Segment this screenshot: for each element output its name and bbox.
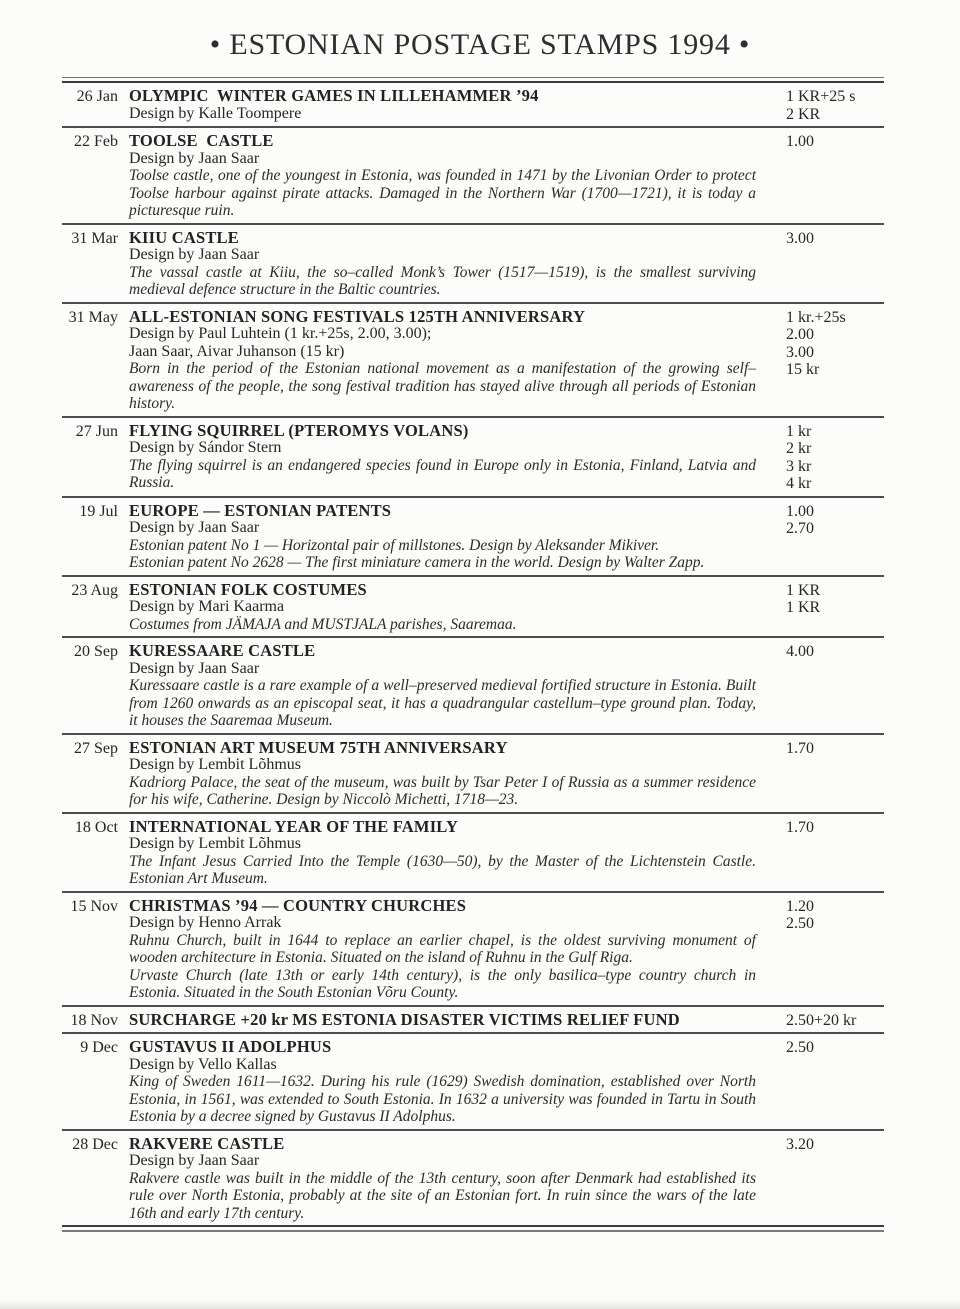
denomination-value: 15 kr bbox=[786, 361, 820, 378]
stamp-entry bbox=[62, 83, 884, 128]
denomination-value: 3.00 bbox=[786, 229, 814, 247]
denomination-value: 2 kr bbox=[786, 440, 812, 457]
description-paragraph: Kadriorg Palace, the seat of the museum, was built by Tsar Peter I of Russia as a summer residence for his wife, Catherine. Design by Niccolò Michetti, 1718—23. bbox=[129, 773, 756, 808]
stamp-entry bbox=[62, 1007, 884, 1035]
description-paragraph: Rakvere castle was built in the middle of the 13th century, soon after Denmark had established its rule over North Estonia, probably at the site of an Estonian fort. In ruin since the wars of the late 16th and early 17th century. bbox=[129, 1169, 756, 1222]
entry-main bbox=[118, 1038, 786, 1126]
issue-date: 22 Feb bbox=[74, 133, 118, 150]
stamp-title: INTERNATIONAL YEAR OF THE FAMILY bbox=[129, 816, 459, 836]
stamp-entry bbox=[62, 1034, 884, 1131]
stamp-entry bbox=[62, 418, 884, 498]
stamp-entry bbox=[62, 735, 884, 814]
denomination-value: 4 kr bbox=[786, 475, 812, 492]
entry-main bbox=[118, 502, 786, 572]
designer-line: Design by Kalle Toompere bbox=[129, 104, 302, 122]
denominations bbox=[786, 897, 884, 933]
denomination-value: 1.00 bbox=[786, 502, 814, 520]
description-paragraph: Estonian patent No 1 — Horizontal pair of millstones. Design by Aleksander Mikiver. bbox=[129, 536, 660, 554]
denomination-value: 2.50+20 kr bbox=[786, 1011, 857, 1029]
page-title: • ESTONIAN POSTAGE STAMPS 1994 • bbox=[209, 28, 751, 61]
designer-line: Design by Vello Kallas bbox=[129, 1055, 277, 1073]
denomination-value: 2.70 bbox=[786, 520, 814, 537]
description-paragraph: King of Sweden 1611—1632. During his rule (1629) Swedish domination, established over North Estonia, in 1561, was extended to South Estonia. In 1632 a university was founded in Tartu in South Estonia by a decree signed by Gustavus II Adolphus. bbox=[129, 1073, 756, 1125]
bottom-divider bbox=[62, 1225, 884, 1232]
description-paragraph: Estonian patent No 2628 — The first miniature camera in the world. Design by Walter Zapp. bbox=[129, 554, 705, 571]
stamp-title: OLYMPIC WINTER GAMES IN LILLEHAMMER ’94 bbox=[129, 86, 539, 105]
description-paragraph: The flying squirrel is an endangered species found in Europe only in Estonia, Finland, Latvia and Russia. bbox=[129, 456, 756, 491]
denomination-value: 1.20 bbox=[786, 897, 814, 915]
denomination-value: 1.70 bbox=[786, 818, 814, 836]
entry-main bbox=[118, 642, 786, 730]
denomination-value: 2.00 bbox=[786, 326, 814, 343]
designer-line: Design by Jaan Saar bbox=[129, 149, 260, 167]
issue-date: 27 Jun bbox=[75, 422, 118, 440]
stamp-title: SURCHARGE +20 kr MS ESTONIA DISASTER VICTIMS RELIEF FUND bbox=[129, 1009, 680, 1029]
entry-main bbox=[118, 132, 786, 220]
issue-date: 28 Dec bbox=[72, 1135, 118, 1153]
denomination-value: 1 KR+25 s bbox=[786, 88, 856, 105]
stamp-entry bbox=[62, 638, 884, 735]
stamp-title: EUROPE — ESTONIAN PATENTS bbox=[129, 500, 392, 520]
stamp-title: TOOLSE CASTLE bbox=[129, 131, 274, 150]
description-paragraph: Ruhnu Church, built in 1644 to replace an earlier chapel, is the oldest surviving monument of wooden architecture in Estonia. Situated on the island of Ruhnu in the Gulf Riga. bbox=[129, 931, 756, 966]
designer-line: Design by Paul Luhtein (1 kr.+25s, 2.00, 3.00); bbox=[129, 325, 432, 342]
entry-main bbox=[118, 581, 786, 634]
stamp-entry bbox=[62, 814, 884, 893]
designer-line: Design by Jaan Saar bbox=[129, 246, 260, 263]
denomination-value: 1 KR bbox=[786, 581, 821, 599]
description-paragraph: Toolse castle, one of the youngest in Estonia, was founded in 1471 by the Livonian Order to protect Toolse harbour against pirate attacks. Damaged in the Northern War (1700—1721), it is today a picturesque ruin. bbox=[129, 167, 756, 219]
designer-line: Jaan Saar, Aivar Juhanson (15 kr) bbox=[129, 342, 345, 360]
issue-date: 31 Mar bbox=[71, 229, 118, 247]
description-paragraph: The vassal castle at Kiiu, the so–called Monk’s Tower (1517—1519), is the smallest surviving medieval defence structure in the Baltic countries. bbox=[129, 263, 756, 298]
stamp-entry bbox=[62, 893, 884, 1007]
denomination-value: 2 KR bbox=[786, 105, 821, 123]
denomination-value: 1 kr bbox=[786, 422, 812, 440]
issue-date: 23 Aug bbox=[71, 581, 118, 599]
designer-line: Design by Sándor Stern bbox=[129, 439, 282, 456]
entry-main bbox=[118, 897, 786, 1002]
issue-date: 20 Sep bbox=[74, 643, 118, 660]
designer-line: Design by Mari Kaarma bbox=[129, 598, 285, 615]
description-paragraph: The Infant Jesus Carried Into the Temple (1630—50), by the Master of the Lichtenstein Castle. Estonian Art Museum. bbox=[129, 852, 756, 887]
issue-date: 18 Oct bbox=[74, 818, 118, 836]
stamp-entry bbox=[62, 225, 884, 304]
entry-main bbox=[118, 1135, 786, 1223]
entry-main bbox=[118, 1011, 786, 1029]
designer-line: Design by Jaan Saar bbox=[129, 659, 260, 677]
issue-date: 31 May bbox=[68, 308, 118, 326]
denomination-value: 1 kr.+25s bbox=[786, 308, 846, 326]
stamp-title: GUSTAVUS II ADOLPHUS bbox=[129, 1037, 332, 1056]
description-paragraph: Born in the period of the Estonian national movement as a manifestation of the growing self–awareness of the people, the song festival tradition has stayed alive through all periods of Estonian history. bbox=[129, 360, 756, 412]
denominations bbox=[786, 642, 884, 661]
designer-line: Design by Henno Arrak bbox=[129, 914, 282, 931]
denominations bbox=[786, 132, 884, 151]
denominations bbox=[786, 229, 884, 248]
stamp-title: CHRISTMAS ’94 — COUNTRY CHURCHES bbox=[129, 895, 467, 915]
stamp-entry bbox=[62, 577, 884, 639]
stamp-title: ALL-ESTONIAN SONG FESTIVALS 125TH ANNIVERSARY bbox=[129, 306, 586, 326]
stamp-entry bbox=[62, 1131, 884, 1226]
denomination-value: 1.00 bbox=[786, 133, 814, 150]
designer-line: Design by Lembit Lõhmus bbox=[129, 756, 301, 773]
denomination-value: 4.00 bbox=[786, 643, 814, 660]
issue-date: 27 Sep bbox=[74, 739, 118, 757]
description-paragraph: Costumes from JÄMAJA and MUSTJALA parishes, Saaremaa. bbox=[129, 615, 517, 633]
scan-edge bbox=[0, 1300, 960, 1309]
designer-line: Design by Lembit Lõhmus bbox=[129, 835, 301, 852]
entry-main bbox=[118, 308, 786, 413]
denomination-value: 1.70 bbox=[786, 739, 814, 757]
stamp-entry bbox=[62, 128, 884, 225]
entry-main bbox=[118, 87, 786, 122]
denomination-value: 3.00 bbox=[786, 343, 814, 361]
denomination-value: 2.50 bbox=[786, 1039, 814, 1056]
denominations bbox=[786, 818, 884, 837]
denomination-value: 1 KR bbox=[786, 599, 821, 616]
stamp-entry bbox=[62, 498, 884, 577]
designer-line: Design by Jaan Saar bbox=[129, 519, 260, 536]
denomination-value: 2.50 bbox=[786, 915, 814, 932]
issue-date: 9 Dec bbox=[80, 1039, 118, 1056]
entry-main bbox=[118, 422, 786, 492]
stamp-title: KIIU CASTLE bbox=[129, 227, 239, 247]
denominations bbox=[786, 87, 884, 123]
denominations bbox=[786, 1011, 884, 1030]
issue-date: 18 Nov bbox=[70, 1011, 118, 1029]
designer-line: Design by Jaan Saar bbox=[129, 1152, 260, 1169]
denominations bbox=[786, 422, 884, 493]
issue-date: 19 Jul bbox=[79, 502, 118, 520]
entry-main bbox=[118, 818, 786, 888]
stamp-title: RAKVERE CASTLE bbox=[129, 1133, 285, 1153]
denominations bbox=[786, 1135, 884, 1154]
issue-date: 15 Nov bbox=[70, 897, 118, 915]
denominations bbox=[786, 502, 884, 538]
denomination-value: 3 kr bbox=[786, 457, 812, 475]
description-paragraph: Kuressaare castle is a rare example of a well–preserved medieval fortified structure in Estonia. Built from 1260 onwards as an episcopal seat, it has a quadrangular castellum–type ground plan. Today, it houses the Saaremaa Museum. bbox=[129, 677, 756, 729]
stamp-title: FLYING SQUIRREL (PTEROMYS VOLANS) bbox=[129, 420, 469, 440]
denominations bbox=[786, 739, 884, 758]
denominations bbox=[786, 581, 884, 617]
stamp-title: KURESSAARE CASTLE bbox=[129, 641, 316, 660]
stamp-entry bbox=[62, 304, 884, 418]
stamp-title: ESTONIAN ART MUSEUM 75TH ANNIVERSARY bbox=[129, 737, 508, 757]
stamp-title: ESTONIAN FOLK COSTUMES bbox=[129, 579, 367, 599]
description-paragraph: Urvaste Church (late 13th or early 14th century), is the only basilica–type country church in Estonia. Situated in the South Estonian Võru County. bbox=[129, 966, 756, 1001]
stamp-list bbox=[62, 83, 884, 1225]
entry-main bbox=[118, 229, 786, 299]
denomination-value: 3.20 bbox=[786, 1135, 814, 1153]
denominations bbox=[786, 1038, 884, 1057]
entry-main bbox=[118, 739, 786, 809]
denominations bbox=[786, 308, 884, 379]
issue-date: 26 Jan bbox=[76, 88, 118, 105]
